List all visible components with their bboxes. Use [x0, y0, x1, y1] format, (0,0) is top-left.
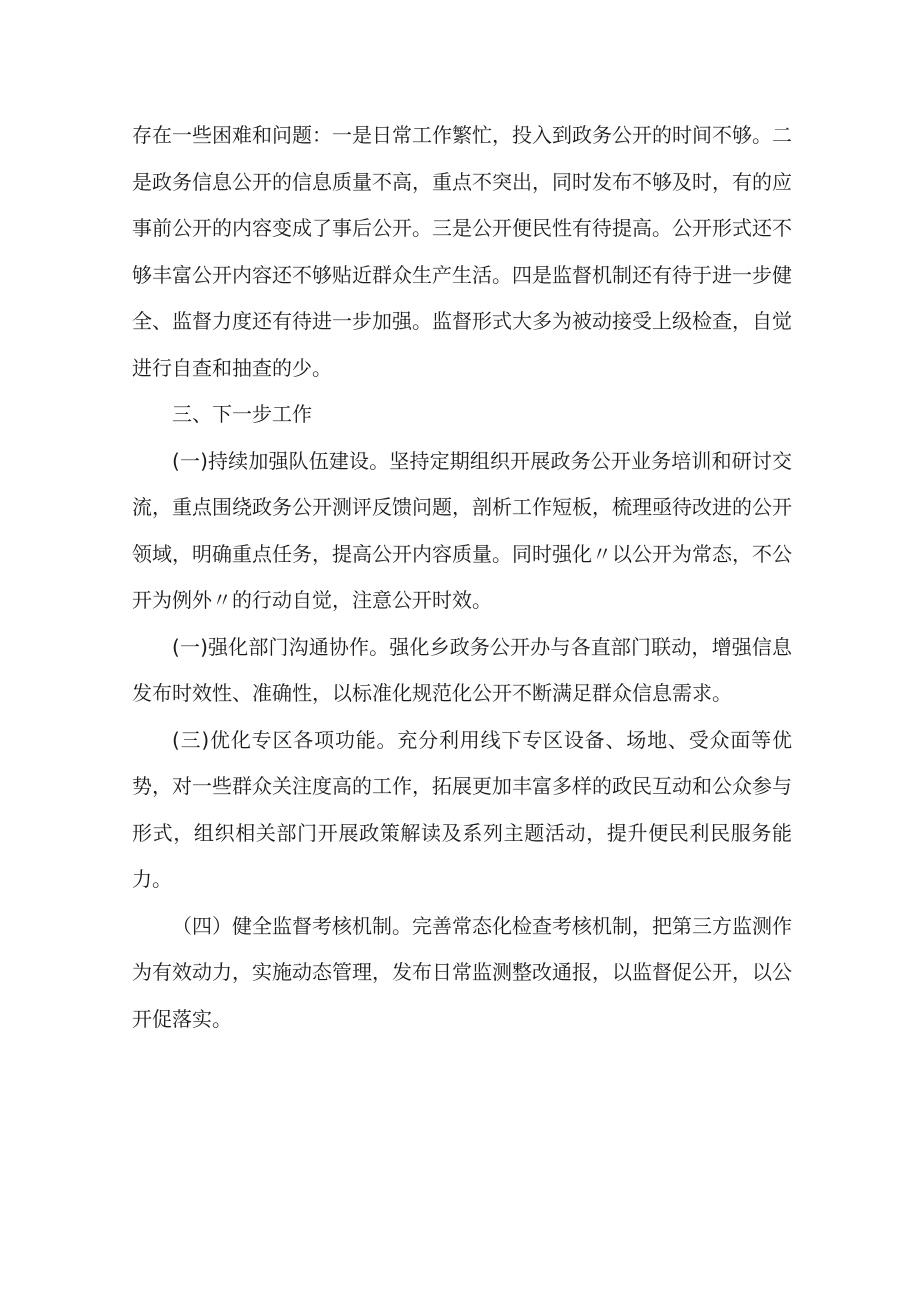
- paragraph-item-two: (一)强化部门沟通协作。强化乡政务公开办与各直部门联动，增强信息发布时效性、准确性，以标准化规范化公开不断满足群众信息需求。: [132, 634, 792, 705]
- section-heading-next-steps: 三、下一步工作: [172, 402, 312, 426]
- paragraph-item-one: (一)持续加强队伍建设。坚持定期组织开展政务公开业务培训和研讨交流，重点围绕政务公开测评反馈问题，剖析工作短板，梳理亟待改进的公开领域，明确重点任务，提高公开内容质量。同时强化〃以公开为常态，不公开为例外〃的行动自觉，注意公开时效。: [132, 448, 792, 612]
- paragraph-item-three: (三)优化专区各项功能。充分利用线下专区设备、场地、受众面等优势，对一些群众关注度高的工作，拓展更加丰富多样的政民互动和公众参与形式，组织相关部门开展政策解读及系列主题活动，提升便民利民服务能力。: [132, 727, 792, 891]
- paragraph-item-four: （四）健全监督考核机制。完善常态化检查考核机制，把第三方监测作为有效动力，实施动态管理，发布日常监测整改通报，以监督促公开，以公开促落实。: [132, 913, 792, 1031]
- document-body: [132, 112, 792, 1042]
- paragraph-problems-continued: 存在一些困难和问题：一是日常工作繁忙，投入到政务公开的时间不够。二是政务信息公开的信息质量不高，重点不突出，同时发布不够及时，有的应事前公开的内容变成了事后公开。三是公开便民性有待提高。公开形式还不够丰富公开内容还不够贴近群众生产生活。四是监督机制还有待于进一步健全、监督力度还有待进一步加强。监督形式大多为被动接受上级检查，自觉进行自查和抽查的少。: [132, 123, 792, 380]
